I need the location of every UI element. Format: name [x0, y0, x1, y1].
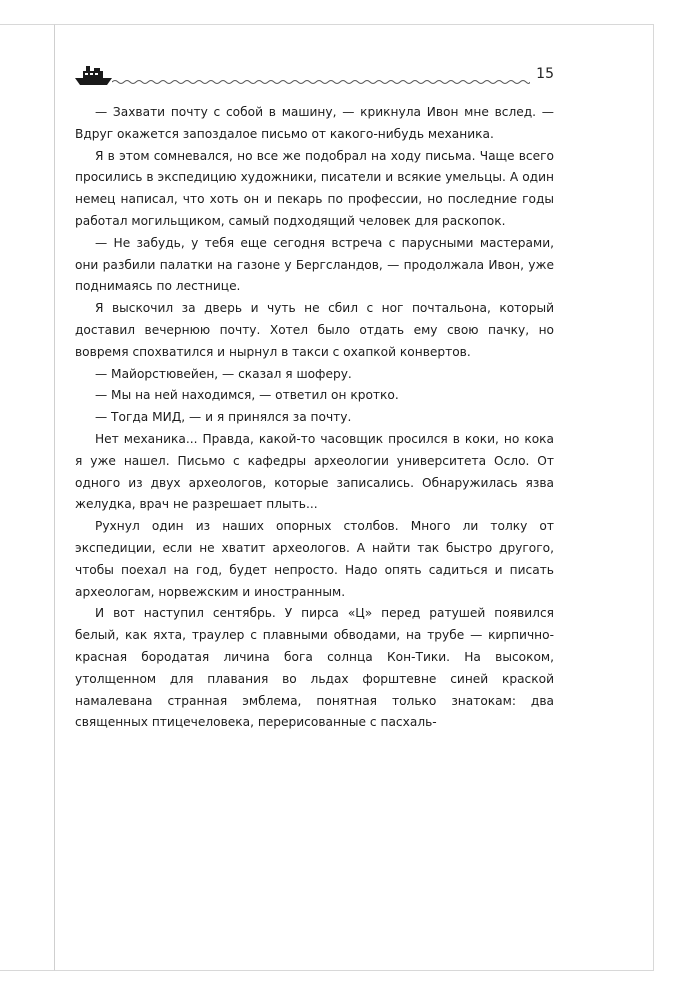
- paragraph: — Захвати почту с собой в машину, — крикнула Ивон мне вслед. — Вдруг окажется запоздалое письмо от какого-нибудь механика.: [75, 105, 554, 141]
- page-number: 15: [536, 66, 554, 82]
- paragraph: И вот наступил сентябрь. У пирса «Ц» перед ратушей появился белый, как яхта, траулер с плавными обводами, на трубе — кирпично-красная бородатая личина бога солнца Кон-Тики. На высоком, утолщенном для плавания во льдах форштевне синей краской намалевана странная эмблема, понятная только знатокам: два священных птицечеловека, перерисованные с пасхаль-: [75, 606, 554, 730]
- previous-page-edge: [0, 24, 55, 971]
- paragraph: — Тогда МИД, — и я принялся за почту.: [95, 410, 352, 425]
- page-header: [74, 64, 554, 90]
- paragraph: — Мы на ней находимся, — ответил он кротко.: [95, 388, 399, 403]
- paragraph: Рухнул один из наших опорных столбов. Много ли толку от экспедиции, если не хватит археологов. А найти так быстро другого, чтобы поехал на год, будет непросто. Надо опять садиться и писать археологам, норвежским и иностранным.: [75, 519, 554, 599]
- body-text: [75, 102, 554, 734]
- paragraph: — Майорстювейен, — сказал я шоферу.: [95, 366, 352, 381]
- header-wave-rule: [112, 78, 530, 86]
- ship-icon: [74, 64, 114, 86]
- paragraph: — Не забудь, у тебя еще сегодня встреча с парусными мастерами, они разбили палатки на газоне у Бергсландов, — продолжала Ивон, уже поднимаясь по лестнице.: [75, 235, 554, 294]
- paragraph: Я выскочил за дверь и чуть не сбил с ног почтальона, который доставил вечернюю почту. Хотел было отдать ему свою пачку, но вовремя спохватился и нырнул в такси с охапкой конвертов.: [75, 301, 554, 359]
- paragraph: Нет механика... Правда, какой-то часовщик просился в коки, но кока я уже нашел. Письмо с кафедры археологии университета Осло. От одного из двух археологов, которые записались. Обнаружилась язва желудка, врач не разрешает плыть...: [75, 431, 554, 512]
- paragraph: Я в этом сомневался, но все же подобрал на ходу письма. Чаще всего просились в экспедицию художники, писатели и всякие умельцы. А один немец написал, что хоть он и пекарь по профессии, но последние годы работал могильщиком, самый подходящий человек для раскопок.: [75, 148, 554, 228]
